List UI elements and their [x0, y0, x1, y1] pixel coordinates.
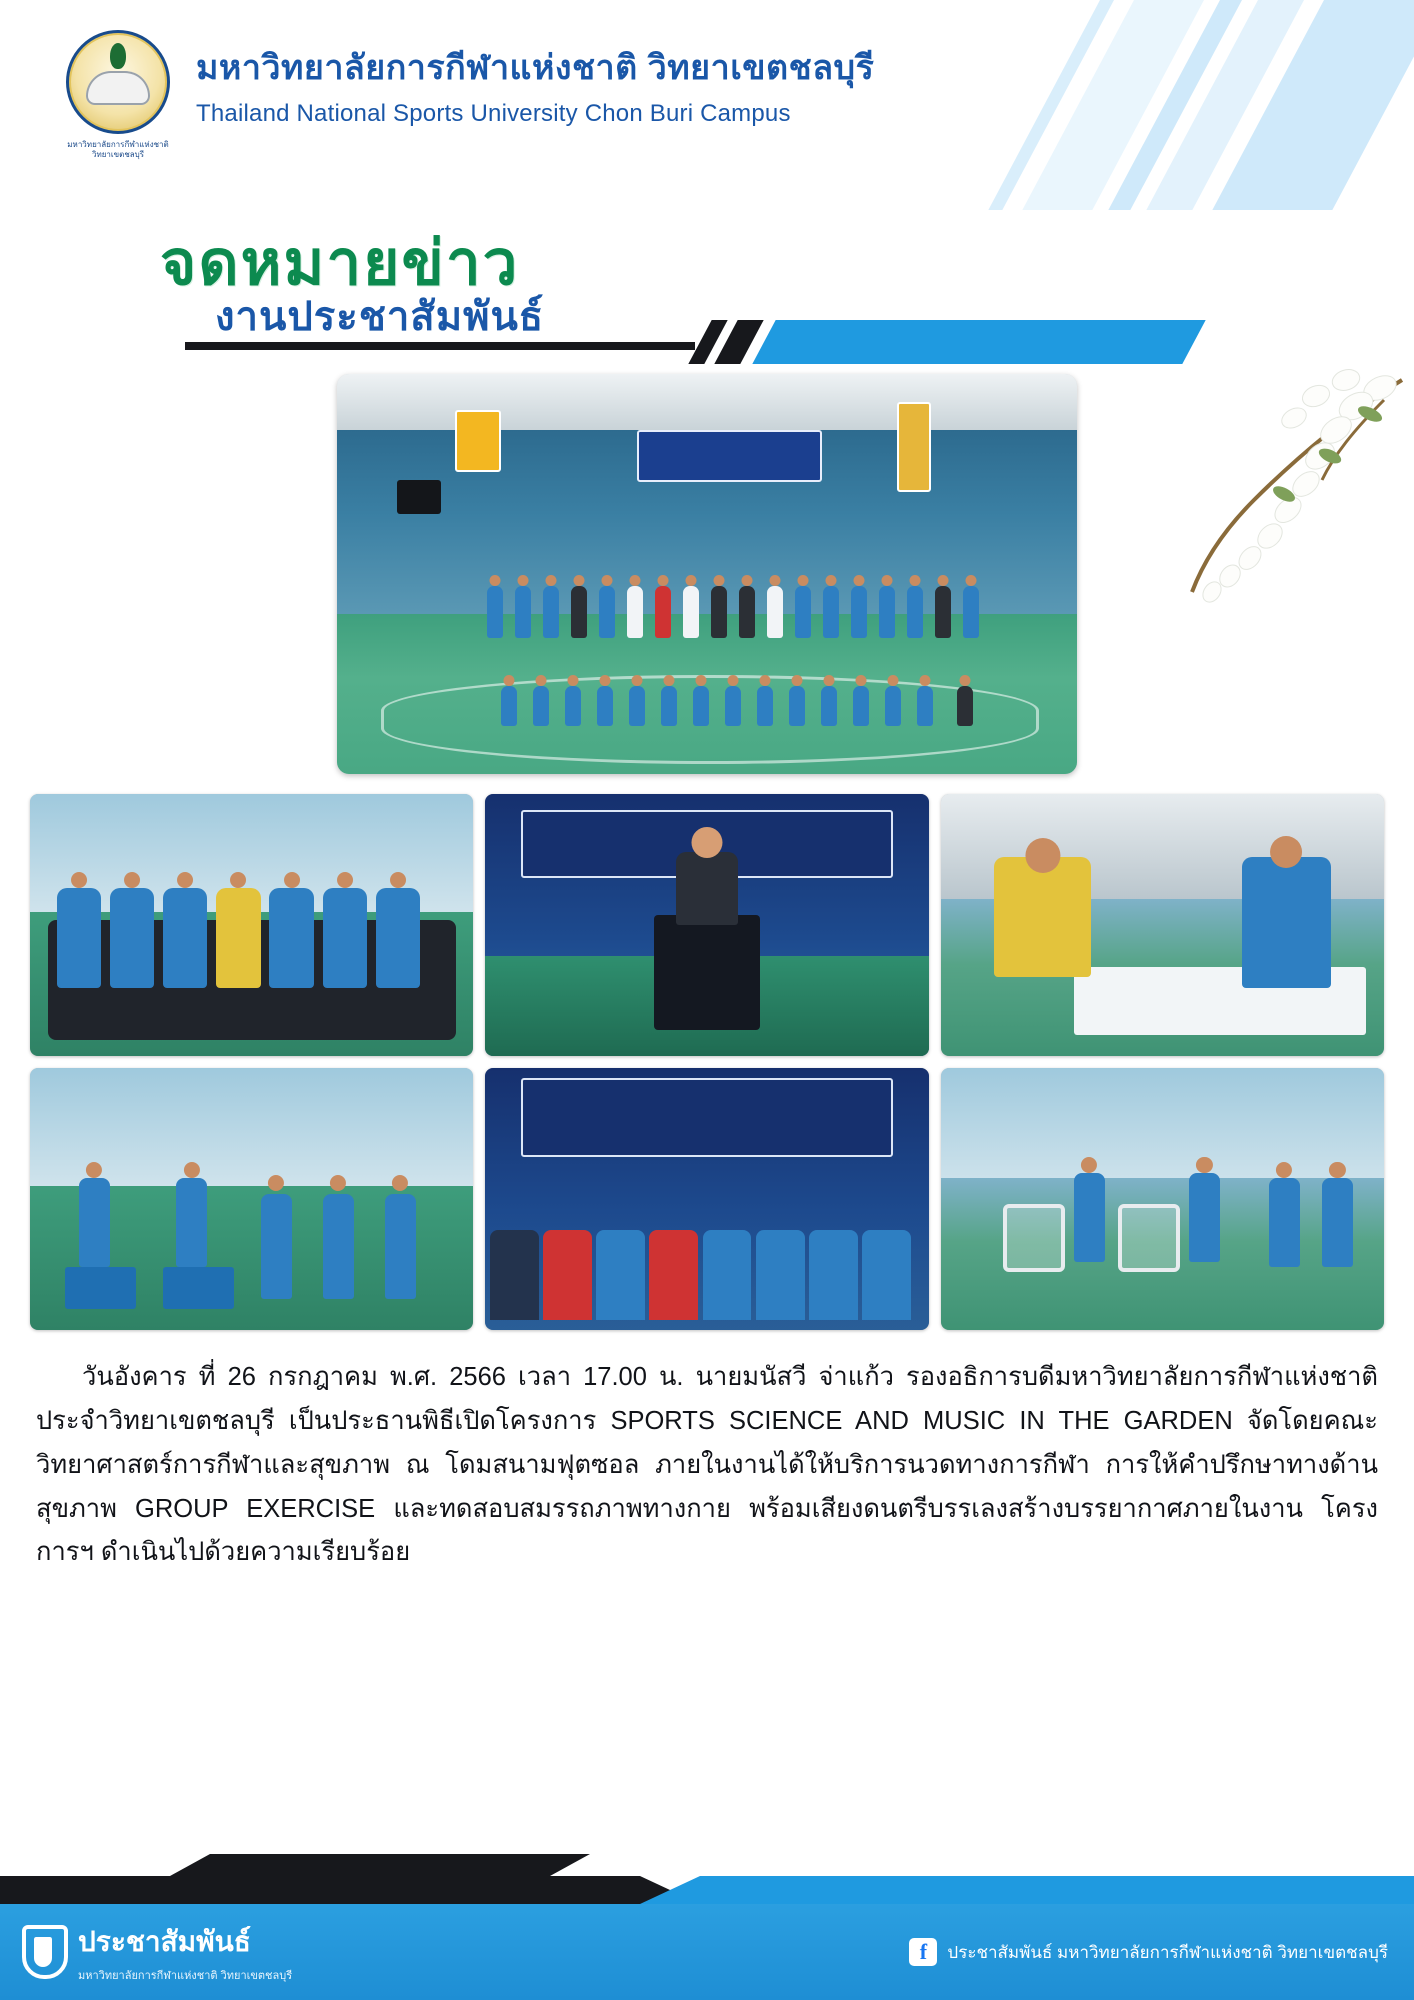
hero-speaker-box: [397, 480, 441, 514]
facebook-icon[interactable]: f: [909, 1938, 937, 1966]
hero-photo-wrap: [0, 374, 1414, 774]
footer-social[interactable]: [909, 1938, 1388, 1966]
photo-guests-on-sofa: [30, 794, 473, 1056]
footer-brand-title: ประชาสัมพันธ์: [78, 1926, 251, 1957]
photo-opening-speech: [485, 794, 928, 1056]
photo-gallery: [30, 794, 1384, 1330]
photo-group-exercise: [30, 1068, 473, 1330]
photo-health-consult: [941, 794, 1384, 1056]
photo-audience-stage: [485, 1068, 928, 1330]
pr-logo-icon: [22, 1925, 68, 1979]
footer-brand: [22, 1920, 292, 1984]
facebook-page-label[interactable]: ประชาสัมพันธ์ มหาวิทยาลัยการกีฬาแห่งชาติ วิทยาเขตชลบุรี: [947, 1942, 1388, 1962]
news-paragraph: วันอังคาร ที่ 26 กรกฎาคม พ.ศ. 2566 เวลา 17.00 น. นายมนัสวี จ่าแก้ว รองอธิการบดีมหาวิทยาลัยการกีฬาแห่งชาติ ประจำวิทยาเขตชลบุรี เป็นประธานพิธีเปิดโครงการ SPORTS SCIENCE AND MUSIC IN THE GARDEN จัดโดยคณะวิทยาศาสตร์การกีฬาและสุขภาพ ณ โดมสนามฟุตซอล ภายในงานได้ให้บริการนวดทางการกีฬา การให้คำปรึกษาทางด้านสุขภาพ GROUP EXERCISE และทดสอบสมรรถภาพทางกาย พร้อมเสียงดนตรีบรรเลงสร้างบรรยากาศภายในงาน โครงการฯ ดำเนินไปด้วยความเรียบร้อย: [36, 1363, 1378, 1567]
org-name-en: Thailand National Sports University Chon Buri Campus: [196, 100, 791, 127]
hero-flag-left: [455, 410, 501, 472]
seal-emblem-icon: [66, 30, 170, 134]
header-titles: [196, 40, 874, 128]
title-block: [0, 210, 1414, 370]
university-seal-logo: [58, 22, 178, 172]
title-accent-bars: [700, 320, 1260, 364]
footer-accent-shapes: [0, 1834, 1414, 1904]
org-name-th: มหาวิทยาลัยการกีฬาแห่งชาติ วิทยาเขตชลบุรี: [196, 49, 875, 87]
photo-fitness-test: [941, 1068, 1384, 1330]
seal-caption: มหาวิทยาลัยการกีฬาแห่งชาติ วิทยาเขตชลบุรี: [67, 140, 169, 159]
page-header: [0, 0, 1414, 210]
page-subtitle: งานประชาสัมพันธ์: [215, 295, 545, 339]
hero-photo: [337, 374, 1077, 774]
page-title: จดหมายข่าว: [160, 229, 520, 298]
header-diagonal-stripes: [854, 0, 1414, 210]
footer-brand-subtitle: มหาวิทยาลัยการกีฬาแห่งชาติ วิทยาเขตชลบุรี: [78, 1970, 293, 1982]
title-divider: [185, 342, 695, 350]
hero-stage-banner: [637, 430, 822, 482]
hero-flag-right: [897, 402, 931, 492]
page-footer: [0, 1904, 1414, 2000]
news-body: [36, 1356, 1378, 1575]
